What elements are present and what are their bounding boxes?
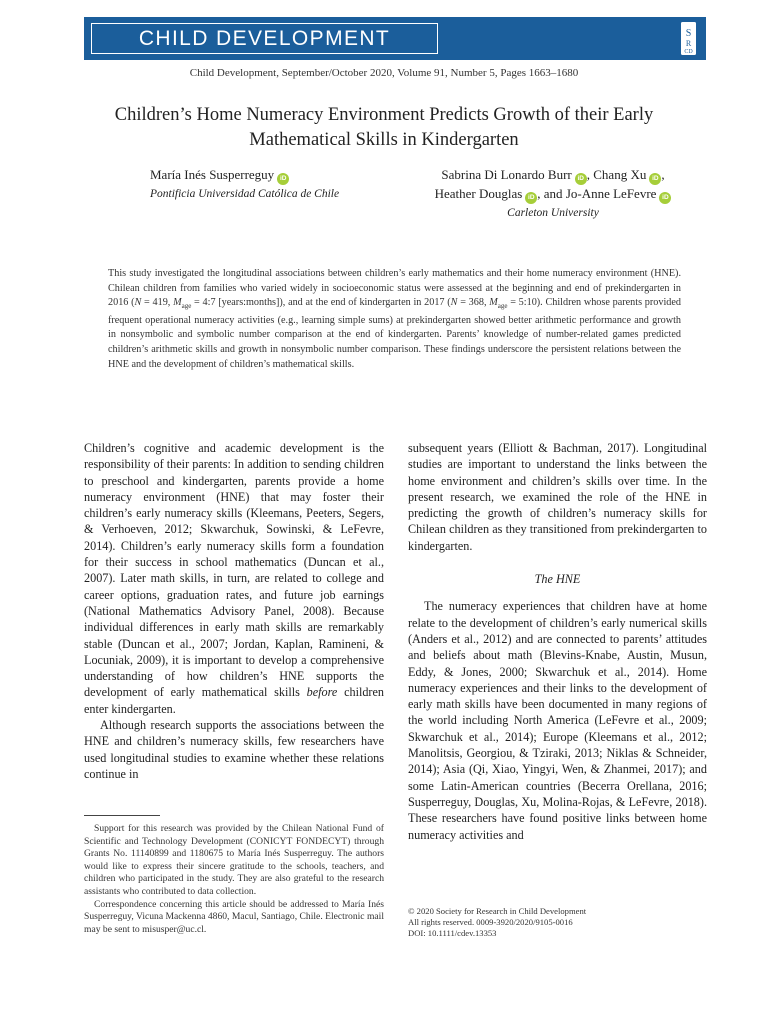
author-name: Jo-Anne LeFevre <box>565 186 657 201</box>
orcid-icon[interactable]: iD <box>277 173 289 185</box>
orcid-icon[interactable]: iD <box>525 192 537 204</box>
body-paragraph: Although research supports the associations between the HNE and children’s numeracy skills, few researchers have used longitudinal studies to examine whether these relations continue in <box>84 718 384 781</box>
author-name: Heather Douglas <box>434 186 523 201</box>
author-affiliation: Pontificia Universidad Católica de Chile <box>150 188 340 200</box>
doi-line[interactable]: DOI: 10.1111/cdev.13353 <box>408 928 497 939</box>
srcd-logo-icon <box>680 21 697 56</box>
copyright-block <box>408 906 707 940</box>
footnotes <box>84 823 384 936</box>
article-title <box>60 103 708 153</box>
journal-title: CHILD DEVELOPMENT <box>138 27 391 50</box>
body-column-left <box>84 440 384 782</box>
orcid-icon[interactable]: iD <box>575 173 587 185</box>
body-column-right <box>408 440 707 843</box>
copyright-line: © 2020 Society for Research in Child Development <box>408 906 587 916</box>
body-paragraph: subsequent years (Elliott & Bachman, 2017). Longitudinal studies are important to understand the links between the home environment and children’s skills over time. In the present research, we examined the role of the HNE in predicting the growth of children’s numeracy skills for Chilean children as they transitioned from prekindergarten to kindergarten. <box>408 441 707 553</box>
footnote-support: Support for this research was provided by the Chilean National Fund of Scientific and Technology Development (CONICYT FONDECYT) through Grants No. 11140899 and 1180675 to María Inés Susperreguy. The authors would like to express their sincere gratitude to the schools, teachers, and children who participated in the study. They are also grateful to the research assistants who contributed to data collection. <box>84 823 384 897</box>
svg-text:S: S <box>685 28 692 39</box>
author-name: Sabrina Di Lonardo Burr <box>441 167 572 182</box>
author-name: María Inés Susperreguy <box>150 167 275 182</box>
author-block-left <box>150 166 339 203</box>
author-name: Chang Xu <box>593 167 647 182</box>
orcid-icon[interactable]: iD <box>659 192 671 204</box>
article-title-line: Mathematical Skills in Kindergarten <box>249 130 519 150</box>
orcid-icon[interactable]: iD <box>649 173 661 185</box>
author-affiliation: Carleton University <box>507 207 599 219</box>
rights-line: All rights reserved. 0009-3920/2020/9105-0016 <box>408 917 573 928</box>
footnote-divider <box>84 815 160 816</box>
body-paragraph: The numeracy experiences that children have at home relate to the development of children’s early numerical skills (Anders et al., 2012) and are connected to parents’ attitudes and beliefs about math (Blevins-Knabe, Austin, Musun, Eddy, & Jones, 2000; Skwarchuk et al., 2014). Home numeracy experiences and their links to the development of early math skills have been documented in many regions of the world including North America (LeFevre et al., 2009; Skwarchuk et al., 2014); Europe (Kleemans et al., 2012; Manolitsis, Georgiou, & Tziraki, 2013; Niklas & Schneider, 2014); Asia (Qi, Xiao, Yingyi, Wen, & Zhanmei, 2017); and some Latin-American countries (Becerra Orellana, 2016; Susperreguy, Douglas, Xu, Molina-Rojas, & LeFevre, 2018). These researchers have found positive links between home numeracy activities and <box>408 599 707 842</box>
journal-title-box <box>91 23 438 54</box>
author-block-right: Sabrina Di Lonardo Burr iD , Chang Xu iD , Heather Douglas iD , and Jo-Anne LeFevre iD Carleton University <box>398 166 708 222</box>
section-heading: The HNE <box>534 572 581 587</box>
journal-citation: Child Development, September/October 2020, Volume 91, Number 5, Pages 1663–1680 <box>189 67 579 79</box>
abstract: This study investigated the longitudinal associations between children’s early mathematics and their home numeracy environment (HNE). Chilean children from families who varied widely in socioeconomic status were assessed at the beginning and end of prekindergarten in 2016 (N = 419, $M_{age}$ = 4:7 [years:months]), and at the end of kindergarten in 2017 (N = 368, $M_{age}$ = 5:10). Children whose parents provided frequent operational numeracy activities (e.g., learning simple sums) at prekindergarten showed better arithmetic performance and growth in nonsymbolic and symbolic number comparison at the end of kindergarten. Parents’ knowledge of number-related games predicted children’s arithmetic skills and growth in nonsymbolic number comparison. These findings underscore the persistent relations between the HNE and the development of children’s mathematical skills. <box>108 268 681 370</box>
svg-text:CD: CD <box>684 49 693 55</box>
article-title-line: Children’s Home Numeracy Environment Predicts Growth of their Early <box>114 105 654 125</box>
svg-text:R: R <box>685 39 692 48</box>
journal-banner <box>84 17 706 60</box>
body-paragraph: Children’s cognitive and academic development is the responsibility of their parents: In addition to sending children to preschool and kindergarten, parents provide a home numeracy environment (HNE) that may foster their children’s early numeracy skills (Kleemans, Peeters, Segers, & Verhoeven, 2012; Skwarchuk, Sowinski, & LeFevre, 2014). Children’s early numeracy skills form a foundation for their success in school mathematics (Duncan et al., 2007). Later math skills, in turn, are related to college and career options, graduation rates, and future job earnings (National Mathematics Advisory Panel, 2008). Because individual differences in early math skills are remarkably stable (Duncan et al., 2007; Jordan, Kaplan, Ramineni, & Locuniak, 2009), it is important to develop a comprehensive understanding of how children’s HNE supports the development of early mathematical skills before children enter kindergarten. <box>84 441 384 716</box>
footnote-correspondence: Correspondence concerning this article should be addressed to María Inés Susperreguy, Vicuna Mackenna 4860, Macul, Santiago, Chile. Electronic mail may be sent to misusper@uc.cl. <box>84 898 384 935</box>
